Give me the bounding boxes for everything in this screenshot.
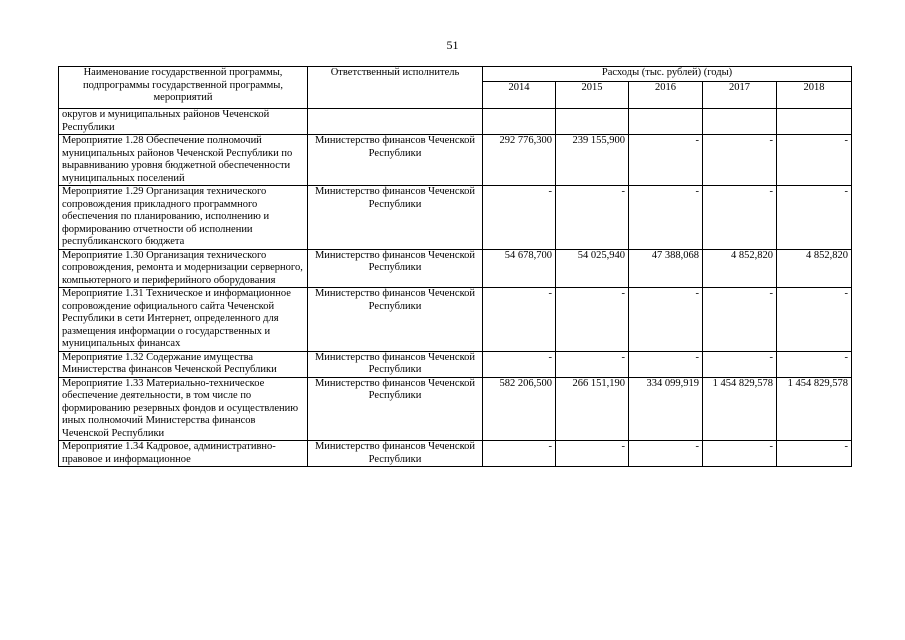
row-value: - [483,186,556,250]
row-value [483,109,556,135]
row-executor: Министерство финансов Чеченской Республики [308,186,483,250]
header-year: 2014 [483,82,556,109]
row-value: 239 155,900 [556,135,629,186]
row-value: - [556,186,629,250]
header-year: 2018 [777,82,852,109]
row-value: 54 678,700 [483,249,556,288]
row-value [777,109,852,135]
row-value: 1 454 829,578 [703,377,777,441]
table-row [59,351,852,377]
row-executor: Министерство финансов Чеченской Республики [308,249,483,288]
row-value: - [556,351,629,377]
row-name: Мероприятие 1.30 Организация технического сопровождения, ремонта и модернизации серверного, компьютерного и периферийного оборудования [59,249,308,288]
table-row [59,377,852,441]
row-value: - [703,135,777,186]
row-value: 334 099,919 [629,377,703,441]
header-year: 2016 [629,82,703,109]
row-value: 292 776,300 [483,135,556,186]
row-value: - [483,351,556,377]
header-expenses: Расходы (тыс. рублей) (годы) [483,67,852,82]
header-year: 2017 [703,82,777,109]
table-row [59,186,852,250]
row-value: - [556,288,629,352]
row-value: - [703,351,777,377]
row-value: 582 206,500 [483,377,556,441]
row-name: Мероприятие 1.32 Содержание имущества Министерства финансов Чеченской Республики [59,351,308,377]
header-executor: Ответственный исполнитель [308,67,483,109]
row-value: - [556,441,629,467]
row-value [556,109,629,135]
row-value [703,109,777,135]
row-name: округов и муниципальных районов Чеченской Республики [59,109,308,135]
row-value: 47 388,068 [629,249,703,288]
row-name: Мероприятие 1.33 Материально-техническое обеспечение деятельности, в том числе по формированию резервных фондов и осуществлению иных полномочий Министерства финансов Чеченской Республики [59,377,308,441]
header-row [59,67,852,82]
row-executor: Министерство финансов Чеченской Республики [308,351,483,377]
table-row [59,288,852,352]
row-value: - [629,351,703,377]
row-value: - [483,441,556,467]
row-value: - [777,186,852,250]
row-value: 54 025,940 [556,249,629,288]
row-value: - [703,186,777,250]
row-name: Мероприятие 1.28 Обеспечение полномочий муниципальных районов Чеченской Республики по выравниванию уровня бюджетной обеспеченности муниципальных поселений [59,135,308,186]
row-value: - [777,135,852,186]
table-row [59,249,852,288]
row-value: - [703,288,777,352]
row-value: - [777,288,852,352]
row-executor [308,109,483,135]
row-value: 4 852,820 [703,249,777,288]
row-name: Мероприятие 1.29 Организация технического сопровождения прикладного программного обеспечения по планированию, исполнению и формированию отчетности об исполнении республиканского бюджета [59,186,308,250]
budget-table [58,66,852,467]
row-value: - [629,186,703,250]
row-value: - [629,288,703,352]
row-value: 1 454 829,578 [777,377,852,441]
row-name: Мероприятие 1.31 Техническое и информационное сопровождение официального сайта Чеченской Республики в сети Интернет, определенного для размещения информации о государственных и муниципальных финансах [59,288,308,352]
row-value: - [629,441,703,467]
row-value: 4 852,820 [777,249,852,288]
table-row [59,109,852,135]
row-value: 266 151,190 [556,377,629,441]
row-value: - [777,351,852,377]
row-value: - [777,441,852,467]
header-name: Наименование государственной программы, подпрограммы государственной программы, мероприятий [59,67,308,109]
row-executor: Министерство финансов Чеченской Республики [308,135,483,186]
row-value: - [483,288,556,352]
row-executor: Министерство финансов Чеченской Республики [308,441,483,467]
row-value [629,109,703,135]
row-executor: Министерство финансов Чеченской Республики [308,288,483,352]
row-value: - [629,135,703,186]
table-row [59,135,852,186]
header-year: 2015 [556,82,629,109]
row-name: Мероприятие 1.34 Кадровое, административно-правовое и информационное [59,441,308,467]
row-value: - [703,441,777,467]
table-row [59,441,852,467]
page-number: 51 [446,38,459,52]
row-executor: Министерство финансов Чеченской Республики [308,377,483,441]
